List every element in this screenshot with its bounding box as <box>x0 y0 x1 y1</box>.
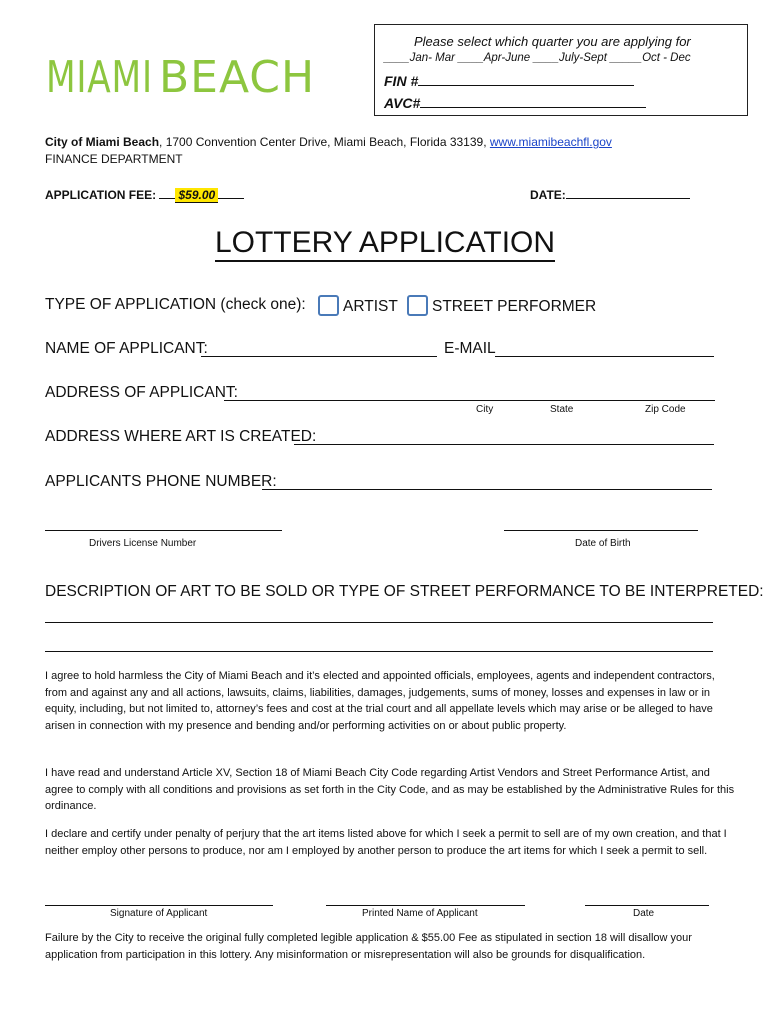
state-sublabel: State <box>550 404 574 415</box>
hold-harmless-paragraph: I agree to hold harmless the City of Miami Beach and it’s elected and appointed officials, employees, agents and independent contractors, from and against any and all actions, lawsuits, claims, liabilities, damages, judgements, sums of money, losses and expenses in law or in equity, including, but not limited to, attorney’s fees and cost at the trial court and all appellate levels which may arise or be alleged to have arisen in connection with my presence and bending and/or performing activities on or about public property. <box>45 670 715 732</box>
description-line-2[interactable] <box>45 651 713 652</box>
fee-underline-right <box>218 186 244 199</box>
fee-value: $59.00 <box>175 188 218 203</box>
fin-label: FIN # <box>384 73 419 89</box>
finance-department: FINANCE DEPARTMENT <box>45 152 183 166</box>
street-performer-checkbox[interactable] <box>407 295 428 316</box>
quarter-box-title: Please select which quarter you are applying for <box>414 34 691 49</box>
city-name: City of Miami Beach <box>45 135 160 149</box>
signature-date-label: Date <box>633 908 655 919</box>
logo-part-beach: BEACH <box>158 52 316 103</box>
street-performer-option-label: STREET PERFORMER <box>432 298 597 315</box>
miami-beach-logo <box>46 52 316 103</box>
footer-disclaimer: Failure by the City to receive the original fully completed legible application & $55.00 Fee as stipulated in section 18 will disallow your application from participation in this lottery. Any misinformation or misrepresentation will also be grounds for disqualification. <box>45 932 692 961</box>
date-label: DATE: <box>530 188 566 202</box>
city-sublabel: City <box>476 404 494 415</box>
drivers-license-input-line[interactable] <box>45 530 282 531</box>
date-of-birth-input-line[interactable] <box>504 530 698 531</box>
city-address-line <box>45 135 612 149</box>
fee-label: APPLICATION FEE: <box>45 188 157 202</box>
printed-name-input-line[interactable] <box>326 905 525 906</box>
artist-option[interactable] <box>318 295 398 316</box>
date-of-birth-label: Date of Birth <box>575 538 631 549</box>
printed-name-label: Printed Name of Applicant <box>362 908 478 919</box>
date-input-line[interactable] <box>566 186 690 199</box>
quarter-options[interactable]: ____Jan- Mar ____Apr-June ____July-Sept _____Oct - Dec <box>384 52 691 64</box>
fin-input-line[interactable] <box>418 72 634 86</box>
perjury-declaration-paragraph: I declare and certify under penalty of perjury that the art items listed above for which I seek a permit to sell are of my own creation, and that I neither employ other persons to produce, nor am I employed by another person to produce the art items for which I seek a permit to sell. <box>45 828 727 857</box>
name-input-line[interactable] <box>201 356 437 357</box>
type-of-application-label: TYPE OF APPLICATION (check one): <box>45 296 306 313</box>
description-line-1[interactable] <box>45 622 713 623</box>
phone-input-line[interactable] <box>262 489 712 490</box>
address-input-line[interactable] <box>224 400 715 401</box>
name-of-applicant-label: NAME OF APPLICANT: <box>45 340 208 357</box>
email-input-line[interactable] <box>495 356 714 357</box>
city-code-paragraph: I have read and understand Article XV, Section 18 of Miami Beach City Code regarding Artist Vendors and Street Performance Artist, and agree to comply with all conditions and provisions as set forth in the City Code, and as may be established by the Administrative Rules for this ordinance. <box>45 767 735 812</box>
website-link[interactable]: www.miamibeachfl.gov <box>489 135 612 149</box>
avc-label: AVC# <box>384 95 421 111</box>
phone-number-label: APPLICANTS PHONE NUMBER: <box>45 473 277 490</box>
zip-code-sublabel: Zip Code <box>645 404 686 415</box>
drivers-license-label: Drivers License Number <box>89 538 197 549</box>
city-address: , 1700 Convention Center Drive, Miami Beach, Florida 33139, <box>159 135 490 149</box>
page-title-text: LOTTERY APPLICATION <box>215 226 555 262</box>
street-performer-option[interactable] <box>407 295 596 316</box>
avc-field[interactable] <box>384 94 646 111</box>
artist-checkbox[interactable] <box>318 295 339 316</box>
address-of-applicant-label: ADDRESS OF APPLICANT: <box>45 384 238 401</box>
avc-input-line[interactable] <box>420 94 646 108</box>
art-address-label: ADDRESS WHERE ART IS CREATED: <box>45 428 317 445</box>
email-label: E-MAIL <box>444 340 496 357</box>
page-title <box>0 226 770 260</box>
signature-date-input-line[interactable] <box>585 905 709 906</box>
fin-field[interactable] <box>384 72 634 89</box>
fee-underline-left <box>159 186 175 199</box>
signature-input-line[interactable] <box>45 905 273 906</box>
application-fee <box>45 186 244 203</box>
art-address-input-line[interactable] <box>294 444 714 445</box>
logo-part-miami: MIAMI <box>46 52 153 103</box>
description-label: DESCRIPTION OF ART TO BE SOLD OR TYPE OF STREET PERFORMANCE TO BE INTERPRETED: <box>45 583 764 600</box>
artist-option-label: ARTIST <box>343 298 398 315</box>
signature-label: Signature of Applicant <box>110 908 208 919</box>
date-field[interactable] <box>530 186 690 202</box>
